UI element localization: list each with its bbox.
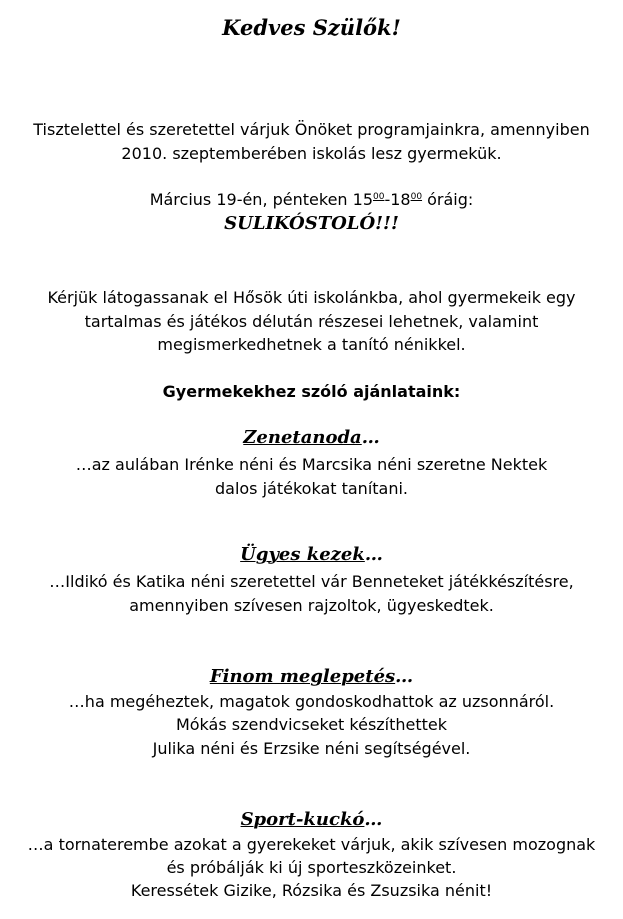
section-title-ellipsis: … (364, 544, 383, 565)
section-sport-kucko-line-2: és próbálják ki új sporteszközeinket. (166, 858, 457, 877)
letter-title: Kedves Szülők! (222, 15, 401, 40)
event-date-prefix: Március 19-én, pénteken 15 (149, 190, 373, 209)
section-title-ugyes-kezek (0, 544, 623, 566)
offers-heading: Gyermekekhez szóló ajánlataink: (162, 382, 461, 401)
section-title-ellipsis: … (361, 427, 380, 448)
section-finom-meglepetes-line-3: Julika néni és Erzsike néni segítségével. (152, 739, 471, 758)
section-title-text: Finom meglepetés (209, 666, 396, 687)
section-title-text: Sport-kuckó (240, 809, 365, 830)
section-title-text: Zenetanoda (243, 427, 362, 448)
section-title-ellipsis: … (364, 809, 383, 830)
event-time-separator: -18 (384, 190, 411, 209)
event-start-minutes: 00 (373, 192, 385, 202)
section-finom-meglepetes-line-2: Mókás szendvicseket készíthettek (175, 715, 448, 734)
section-zenetanoda-line-2: dalos játékokat tanítani. (214, 479, 409, 498)
event-name: SULIKÓSTOLÓ!!! (224, 213, 399, 234)
section-ugyes-kezek-line-1: …Ildikó és Katika néni szeretettel vár Benneteket játékkészítésre, (49, 572, 574, 591)
section-sport-kucko-line-3: Keressétek Gizike, Rózsika és Zsuzsika nénit! (130, 881, 493, 900)
section-ugyes-kezek-line-2: amennyiben szívesen rajzoltok, ügyeskedtek. (129, 596, 494, 615)
event-date-line (0, 189, 623, 211)
intro-line-1: Tisztelettel és szeretettel várjuk Önöket programjainkra, amennyiben (33, 120, 590, 139)
section-zenetanoda-line-1: …az aulában Irénke néni és Marcsika néni szeretne Nektek (75, 455, 548, 474)
invitation-line-2: tartalmas és játékos délután részesei lehetnek, valamint (84, 312, 539, 331)
event-date-suffix: óráig: (422, 190, 474, 209)
intro-line-2: 2010. szeptemberében iskolás lesz gyermekük. (121, 144, 502, 163)
section-title-ellipsis: … (395, 666, 414, 687)
section-title-zenetanoda (0, 427, 623, 449)
section-sport-kucko-line-1: …a tornaterembe azokat a gyerekeket várjuk, akik szívesen mozognak (27, 835, 596, 854)
invitation-line-1: Kérjük látogassanak el Hősök úti iskolánkba, ahol gyermekeik egy (47, 288, 576, 307)
event-end-minutes: 00 (410, 192, 423, 202)
section-finom-meglepetes-line-1: …ha megéheztek, magatok gondoskodhattok az uzsonnáról. (68, 692, 555, 711)
invitation-line-3: megismerkedhetnek a tanító nénikkel. (157, 335, 466, 354)
section-title-sport-kucko (0, 809, 623, 831)
section-title-finom-meglepetes (0, 666, 623, 688)
section-title-text: Ügyes kezek (240, 544, 365, 565)
